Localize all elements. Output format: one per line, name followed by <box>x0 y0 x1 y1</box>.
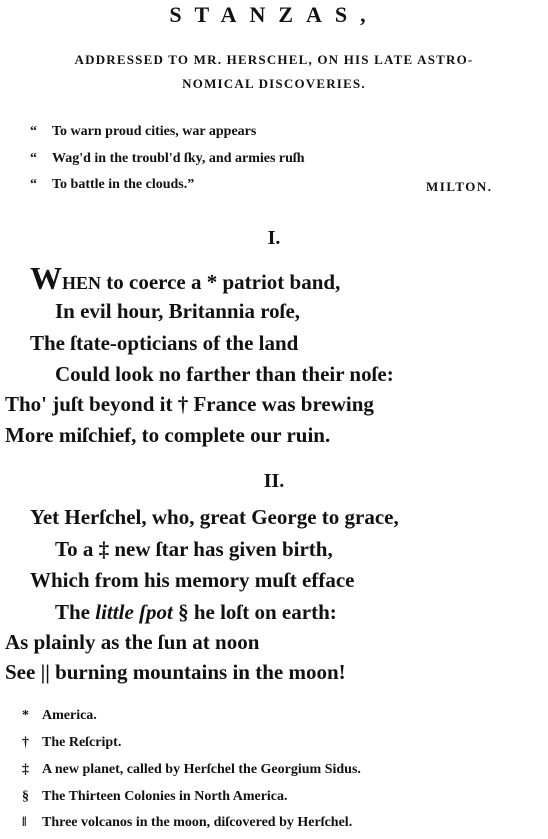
footnote <box>22 815 352 831</box>
verse-line: Could look no farther than their noſe: <box>55 362 394 386</box>
italic-phrase: little ſpot <box>95 600 173 624</box>
poem-title: STANZAS, <box>169 2 379 27</box>
epigraph-line-1 <box>30 124 256 140</box>
footnote <box>22 708 97 724</box>
footnote-text: The Reſcript. <box>42 735 122 750</box>
footnote <box>22 762 361 778</box>
stanza-numeral-2: II. <box>263 470 285 492</box>
epigraph-line-2 <box>30 151 305 167</box>
epigraph-text: Wag'd in the troubl'd ſky, and armies ruſh <box>52 151 305 166</box>
verse-line: See || burning mountains in the moon! <box>5 660 346 684</box>
footnote-mark: ‖ <box>22 815 27 830</box>
verse-line: As plainly as the ſun at noon <box>5 630 260 654</box>
small-caps-word: HEN <box>62 273 102 293</box>
verse-text: The <box>55 600 96 624</box>
epigraph-line-3 <box>30 177 194 193</box>
epigraph-text: To warn proud cities, war appears <box>52 124 257 139</box>
quote-mark: “ <box>30 124 37 139</box>
verse-text: § he loſt on earth: <box>172 600 337 624</box>
footnote-mark: † <box>22 735 29 750</box>
footnote-text: America. <box>42 708 97 723</box>
footnote-mark: ‡ <box>22 762 29 777</box>
verse-line: In evil hour, Britannia roſe, <box>55 299 301 323</box>
verse-line: The ſtate-opticians of the land <box>30 331 299 355</box>
verse-text: to coerce a * patriot band, <box>101 270 341 294</box>
drop-cap: W <box>30 260 62 296</box>
verse-line: More miſchief, to complete our ruin. <box>5 423 331 447</box>
footnote-text: Three volcanos in the moon, diſcovered by Herſchel. <box>42 815 353 830</box>
footnote-text: The Thirteen Colonies in North America. <box>42 789 288 804</box>
verse-line: Yet Herſchel, who, great George to grace, <box>30 505 399 529</box>
quote-mark: “ <box>30 177 37 192</box>
footnote <box>22 735 121 751</box>
verse-line: Tho' juſt beyond it † France was brewing <box>5 392 374 416</box>
subtitle-line-1: ADDRESSED TO MR. HERSCHEL, ON HIS LATE ASTRO- <box>74 52 474 67</box>
verse-line: Which from his memory muſt efface <box>30 568 355 592</box>
verse-line <box>55 600 337 625</box>
footnote-text: A new planet, called by Herſchel the Georgium Sidus. <box>42 762 361 777</box>
verse-line <box>30 262 340 295</box>
footnote-mark: * <box>22 708 29 723</box>
epigraph-text: To battle in the clouds.” <box>52 177 195 192</box>
footnote <box>22 789 288 805</box>
footnote-mark: § <box>22 789 29 804</box>
verse-line: To a ‡ new ſtar has given birth, <box>55 537 333 561</box>
quote-mark: “ <box>30 151 37 166</box>
stanza-numeral-1: I. <box>267 227 281 249</box>
subtitle-line-2: NOMICAL DISCOVERIES. <box>182 76 366 91</box>
epigraph-attribution: MILTON. <box>426 179 493 194</box>
